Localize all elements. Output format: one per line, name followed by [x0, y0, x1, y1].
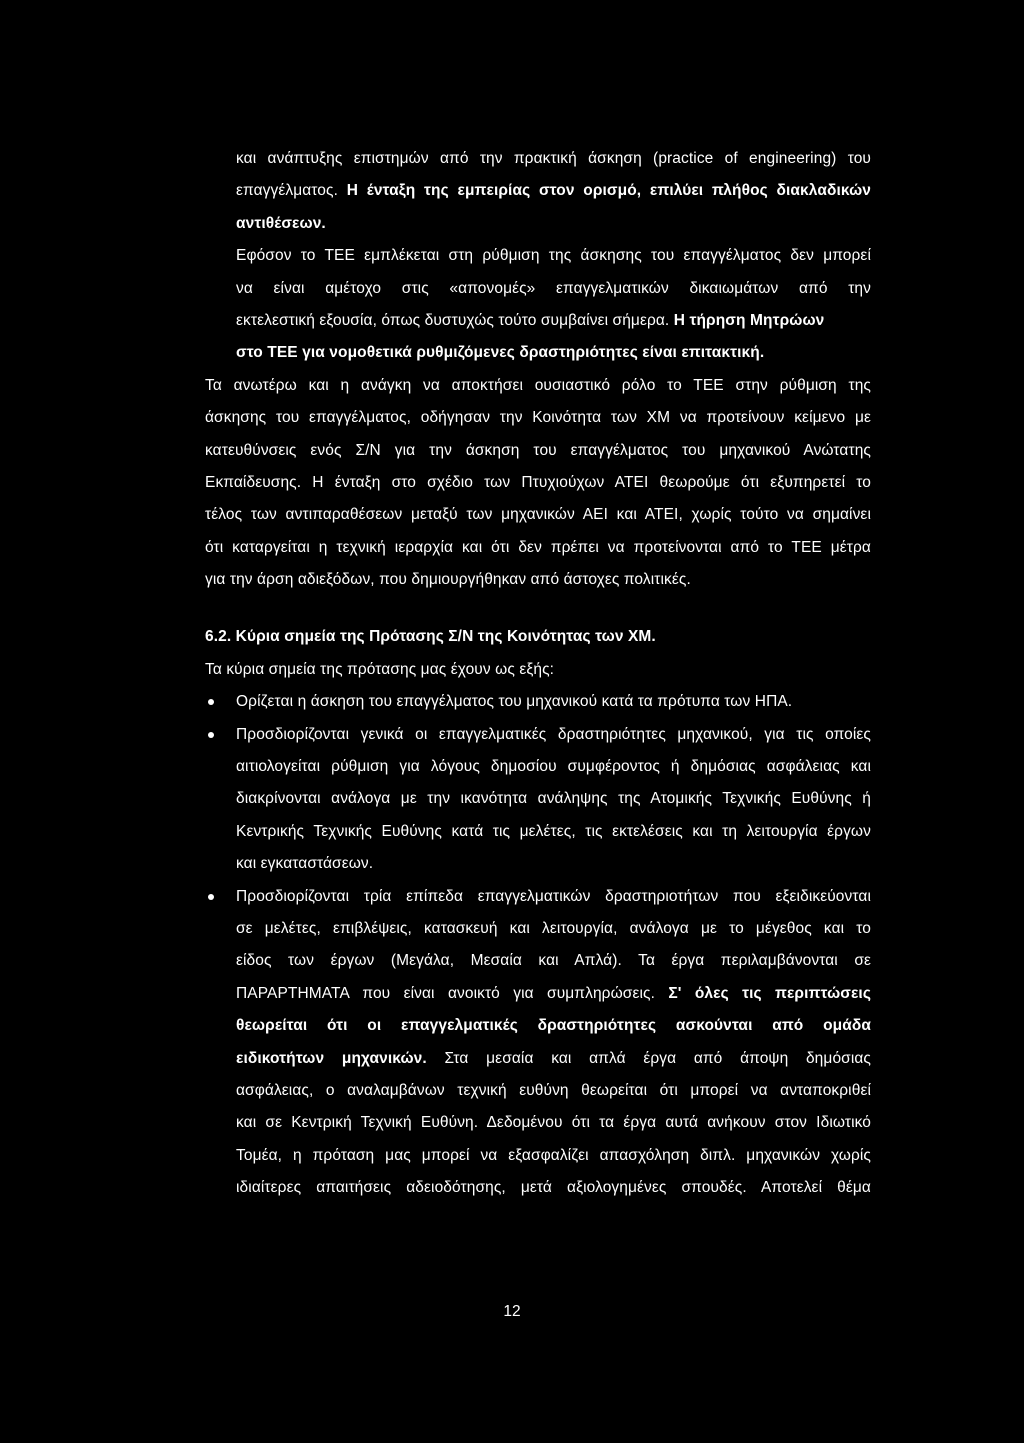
bold-text: αντιθέσεων. — [236, 214, 326, 232]
bold-text: στο ΤΕΕ για νομοθετικά ρυθμιζόμενες δραστηριότητες είναι επιτακτική. — [236, 344, 765, 362]
text-line — [205, 337, 871, 369]
bold-text: θεωρείται ότι οι επαγγελματικές δραστηριότητες ασκούνται από ομάδα — [236, 1017, 871, 1035]
text-line: να είναι αμέτοχο στις «απονομές» επαγγελματικών δικαιωμάτων από την — [236, 279, 871, 297]
bullet-icon — [208, 732, 214, 738]
text-line: κατευθύνσεις ενός Σ/Ν για την άσκηση του επαγγέλματος του μηχανικού Ανώτατης — [205, 441, 871, 459]
section-intro: Τα κύρια σημεία της πρότασης μας έχουν ως εξής: — [205, 660, 555, 678]
text-line: ασφάλειας, ο αναλαμβάνων τεχνική ευθύνη θεωρείται ότι μπορεί να ανταποκριθεί — [236, 1081, 871, 1099]
list-item: Προσδιορίζονται τρία επίπεδα επαγγελματικών δραστηριοτήτων που εξειδικεύονται — [205, 881, 871, 913]
text-line: Εκπαίδευσης. Η ένταξη στο σχέδιο των Πτυχιούχων ΑΤΕΙ θεωρούμε ότι εξυπηρετεί το — [205, 473, 871, 491]
text-line: ειδικοτήτων μηχανικών. Στα μεσαία και απλά έργα από άποψη δημόσιας — [236, 1049, 871, 1067]
text-line: ότι καταργείται η τεχνική ιεραρχία και ότι δεν πρέπει να προτείνονται από το ΤΕΕ μέτρα — [205, 538, 871, 556]
bold-text: Η τήρηση Μητρώων — [673, 311, 825, 329]
text-line: για την άρση αδιεξόδων, που δημιουργήθηκαν από άστοχες πολιτικές. — [205, 571, 691, 589]
text-line: σε μελέτες, επιβλέψεις, κατασκευή και λειτουργία, ανάλογα με το μέγεθος και το — [236, 919, 871, 937]
bullet-icon — [208, 699, 214, 705]
text-line: Τομέα, η πρόταση μας μπορεί να εξασφαλίζει απασχόληση διπλ. μηχανικών χωρίς — [236, 1146, 871, 1164]
text-line: Τα ανωτέρω και η ανάγκη να αποκτήσει ουσιαστικό ρόλο το ΤΕΕ στην ρύθμιση της — [205, 376, 871, 394]
bullet-icon — [208, 894, 214, 900]
text-line: είδος των έργων (Μεγάλα, Μεσαία και Απλά). Τα έργα περιλαμβάνονται σε — [236, 952, 871, 970]
list-item: Προσδιορίζονται γενικά οι επαγγελματικές δραστηριότητες μηχανικού, για τις οποίες — [205, 719, 871, 751]
text-line: επαγγέλματος. Η ένταξη της εμπειρίας στον ορισμό, επιλύει πλήθος διακλαδικών — [236, 182, 871, 200]
bold-text: ειδικοτήτων μηχανικών. — [236, 1049, 427, 1067]
text-line: και εγκαταστάσεων. — [236, 855, 374, 873]
text-line: και σε Κεντρική Τεχνική Ευθύνη. Δεδομένου ότι τα έργα αυτά ανήκουν στον Ιδιωτικό — [236, 1114, 871, 1132]
text-line: τέλος των αντιπαραθέσεων μεταξύ των μηχανικών ΑΕΙ και ΑΤΕΙ, χωρίς τούτο να σημαίνει — [205, 506, 871, 524]
list-item: Ορίζεται η άσκηση του επαγγέλματος του μηχανικού κατά τα πρότυπα των ΗΠΑ. — [205, 686, 871, 718]
text-line: Κεντρικής Τεχνικής Ευθύνης κατά τις μελέτες, τις εκτελέσεις και τη λειτουργία έργων — [236, 822, 871, 840]
text-line — [205, 208, 871, 240]
document-page — [205, 143, 871, 1205]
list-item: Εφόσον το ΤΕΕ εμπλέκεται στη ρύθμιση της άσκησης του επαγγέλματος δεν μπορεί — [205, 240, 871, 272]
text-line: ΠΑΡΑΡΤΗΜΑΤΑ που είναι ανοικτό για συμπληρώσεις. Σ' όλες τις περιπτώσεις — [236, 984, 871, 1002]
section-heading: 6.2. Κύρια σημεία της Πρότασης Σ/Ν της Κοινότητας των ΧΜ. — [205, 628, 656, 646]
text-line — [205, 1010, 871, 1042]
bold-text: Σ' όλες τις περιπτώσεις — [668, 984, 871, 1002]
text-line: ιδιαίτερες απαιτήσεις αδειοδότησης, μετά αξιολογημένες σπουδές. Αποτελεί θέμα — [236, 1179, 871, 1197]
text-line: διακρίνονται ανάλογα με την ικανότητα ανάληψης της Ατομικής Τεχνικής Ευθύνης ή — [236, 790, 871, 808]
text-line: άσκησης του επαγγέλματος, οδήγησαν την Κοινότητα των ΧΜ να προτείνουν κείμενο με — [205, 409, 871, 427]
page-number: 12 — [503, 1303, 521, 1320]
text-line: εκτελεστική εξουσία, όπως δυστυχώς τούτο συμβαίνει σήμερα. Η τήρηση Μητρώων — [236, 311, 825, 329]
bold-text: Η ένταξη της εμπειρίας στον ορισμό, επιλύει πλήθος διακλαδικών — [346, 182, 871, 200]
text-line: αιτιολογείται ρύθμιση για λόγους δημοσίου συμφέροντος ή δημόσιας ασφάλειας και — [236, 758, 871, 776]
text-line: και ανάπτυξης επιστημών από την πρακτική άσκηση (practice of engineering) του — [236, 150, 871, 167]
